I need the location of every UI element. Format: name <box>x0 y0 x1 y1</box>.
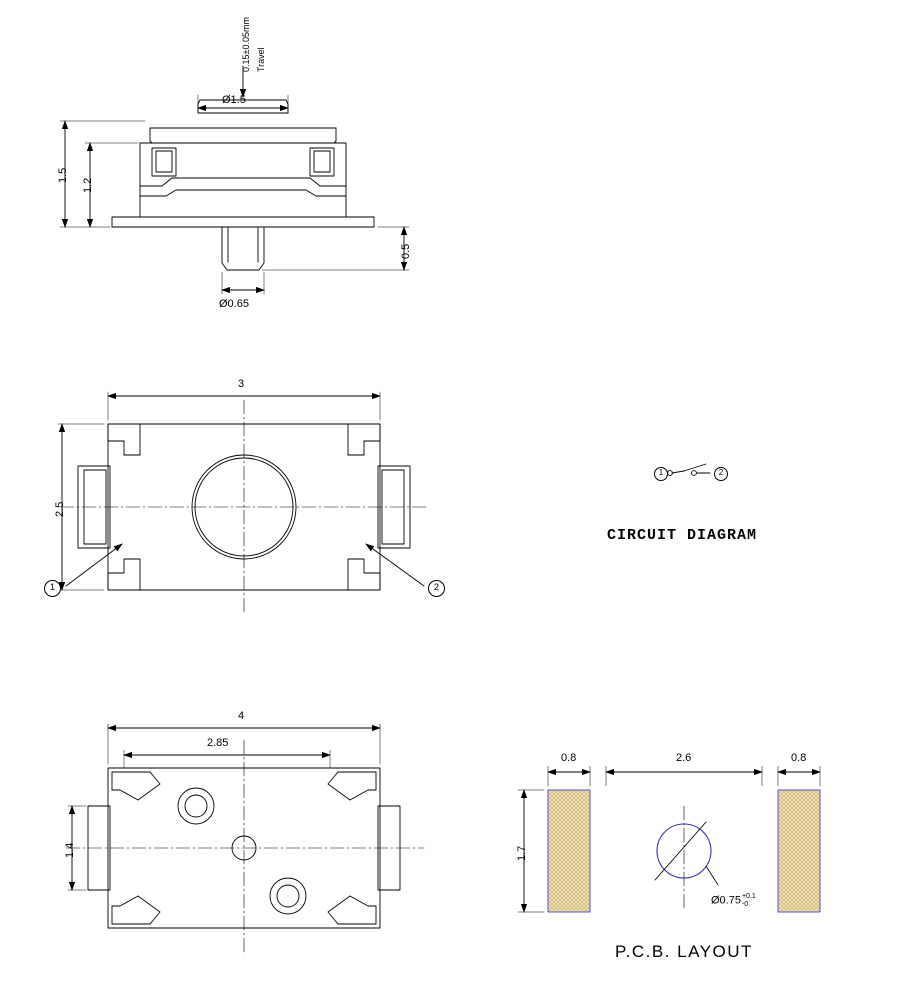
top-view-dims <box>58 392 424 590</box>
circuit-terminal-1: 1 <box>654 467 668 481</box>
pcb-gap-dim: 2.6 <box>676 752 692 764</box>
side-view-travel-label: 0.15±0.05mm <box>241 17 251 72</box>
circuit-terminal-2: 2 <box>714 467 728 481</box>
bottom-view-width-dim: 4 <box>238 710 245 722</box>
pcb-hole-tol-lower: -0 <box>741 901 749 908</box>
side-view-body-height: 1.2 <box>82 177 94 193</box>
side-view-geometry <box>112 100 374 270</box>
pcb-pad-height-dim: 1.7 <box>516 845 528 861</box>
side-view-boss-height: 0.5 <box>400 243 412 259</box>
pcb-pad-width-left-dim: 0.8 <box>561 752 577 764</box>
pcb-hole-tol-upper: +0.1 <box>741 893 756 900</box>
bottom-view-height-dim: 1.4 <box>64 842 76 858</box>
side-view-travel-word: Travel <box>256 47 266 72</box>
side-view-plunger-diameter: Ø1.5 <box>222 94 246 106</box>
side-view-boss-diameter: Ø0.65 <box>219 298 249 310</box>
top-view-centrelines <box>60 400 428 612</box>
pcb-hole-diameter-value: Ø0.75 <box>711 894 741 907</box>
circuit-diagram-geometry <box>668 464 710 475</box>
pcb-pad-width-right-dim: 0.8 <box>791 752 807 764</box>
bottom-view-inner-width-dim: 2.85 <box>207 737 229 749</box>
circuit-diagram-caption: CIRCUIT DIAGRAM <box>607 527 758 544</box>
pcb-layout-caption: P.C.B. LAYOUT <box>615 942 753 961</box>
top-view-depth-dim: 2.5 <box>54 501 66 517</box>
top-view-pin-1: 1 <box>44 580 61 597</box>
top-view-width-dim: 3 <box>238 378 245 390</box>
pcb-hole-diameter-dim <box>711 893 756 909</box>
top-view-pin-2: 2 <box>428 580 445 597</box>
side-view-overall-height: 1.5 <box>57 167 69 183</box>
